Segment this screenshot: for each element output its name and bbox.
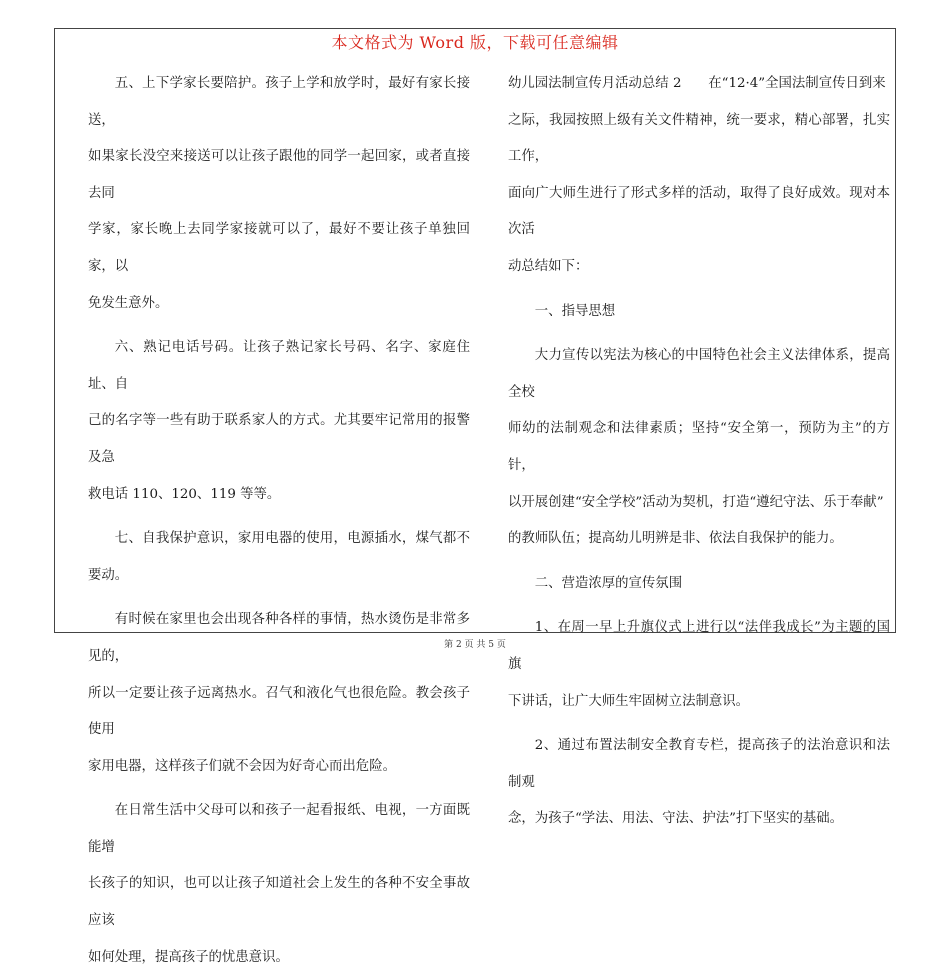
para-line: 六、熟记电话号码。让孩子熟记家长号码、名字、家庭住址、自 [88, 340, 470, 392]
para-line: 七、自我保护意识，家用电器的使用，电源插水，煤气都不要动。 [88, 531, 470, 583]
para-line: 如何处理，提高孩子的忧患意识。 [88, 949, 289, 965]
para-line: 五、上下学家长要陪护。孩子上学和放学时，最好有家长接送， [88, 76, 470, 128]
para-line: 下讲话，让广大师生牢固树立法制意识。 [508, 693, 750, 709]
para-line: 免发生意外。 [88, 295, 169, 311]
para-line: 幼儿园法制宣传月活动总结 2 在“12·4”全国法制宣传日到来 [508, 76, 886, 91]
para-line: 动总结如下： [508, 258, 589, 274]
page-number: 第 2 页 共 5 页 [444, 640, 506, 650]
para-line: 大力宣传以宪法为核心的中国特色社会主义法律体系，提高全校 [508, 348, 890, 400]
para-line: 家用电器，这样孩子们就不会因为好奇心而出危险。 [88, 758, 396, 774]
para-line: 在日常生活中父母可以和孩子一起看报纸、电视，一方面既能增 [88, 803, 470, 855]
para-line: 师幼的法制观念和法律素质；坚持“安全第一，预防为主”的方针， [508, 421, 890, 473]
para-line: 1、在周一早上升旗仪式上进行以“法伴我成长”为主题的国旗 [508, 620, 890, 672]
para-line: 面向广大师生进行了形式多样的活动，取得了良好成效。现对本次活 [508, 185, 890, 238]
para-line: 所以一定要让孩子远离热水。召气和液化气也很危险。教会孩子使用 [88, 685, 470, 738]
section-heading: 一、指导思想 [534, 303, 616, 319]
right-column [508, 66, 890, 838]
para-line: 有时候在家里也会出现各种各样的事情，热水烫伤是非常多见的， [88, 612, 470, 664]
para-line: 之际，我园按照上级有关文件精神，统一要求，精心部署，扎实工作， [508, 112, 890, 165]
left-column [88, 66, 470, 976]
para-line: 2、通过布置法制安全教育专栏，提高孩子的法治意识和法制观 [508, 738, 890, 790]
para-line: 的教师队伍；提高幼儿明辨是非、依法自我保护的能力。 [508, 531, 843, 547]
para-line: 念，为孩子“学法、用法、守法、护法”打下坚实的基础。 [508, 811, 844, 827]
section-heading: 二、营造浓厚的宣传氛围 [534, 575, 683, 591]
para-line: 长孩子的知识，也可以让孩子知道社会上发生的各种不安全事故应该 [88, 876, 470, 929]
para-line: 学家，家长晚上去同学家接就可以了，最好不要让孩子单独回家，以 [88, 222, 470, 274]
word-format-banner: 本文格式为 Word 版，下载可任意编辑 [331, 33, 619, 52]
para-line: 以开展创建“安全学校”活动为契机，打造“遵纪守法、乐于奉献” [508, 494, 884, 510]
para-line: 己的名字等一些有助于联系家人的方式。尤其要牢记常用的报警及急 [88, 413, 470, 465]
para-line: 如果家长没空来接送可以让孩子跟他的同学一起回家，或者直接去同 [88, 149, 470, 201]
para-line: 救电话 110、120、119 等等。 [88, 486, 281, 502]
